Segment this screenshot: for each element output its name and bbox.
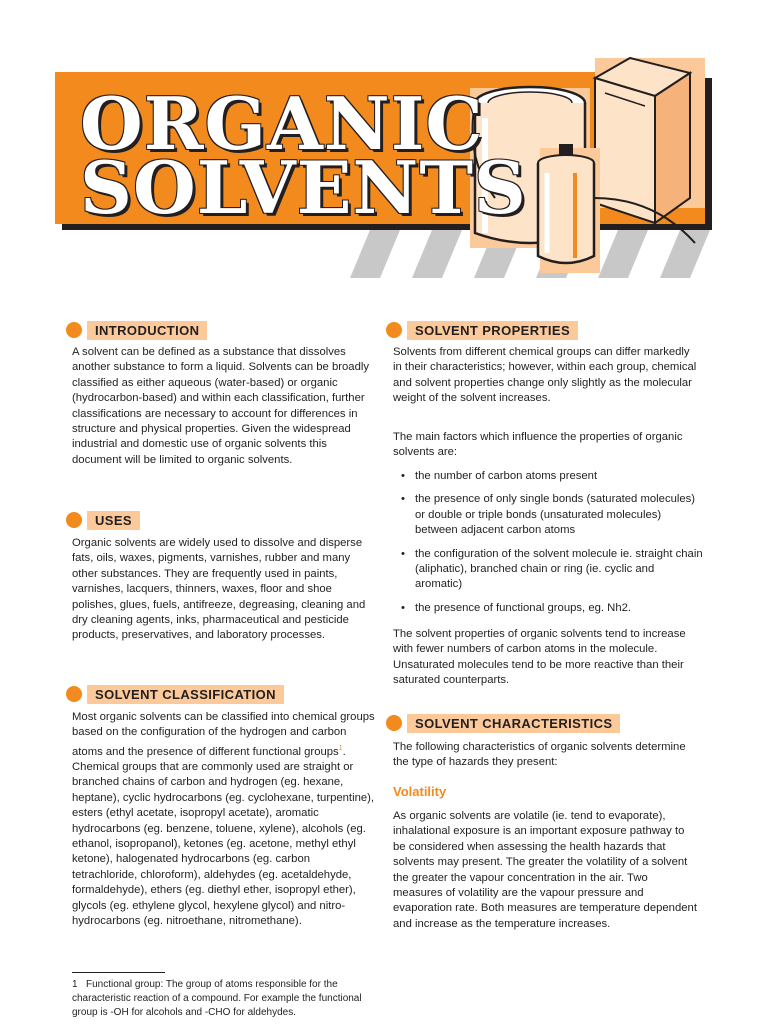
classification-text: Most organic solvents can be classified into chemical groups based on the configuration of the hydrogen and carbon atoms and the presence of different functional groups$^1$. Chemical groups that are commonly used are straight or branched chains of carbon and hydrogen (eg. hexane, heptane), cyclic hydrocarbons (eg. cyclohexane, turpentine), esters (ethyl acetate, isopropyl acetate), aromatic hydrocarbons (eg. benzene, toluene, xylene), alcohols (eg. ethanol, isopropanol), ketones (eg. acetone, methyl ethyl ketone), halogenated hydrocarbons (eg. carbon tetrachloride, chloroform), aldehydes (eg. acetaldehyde, formaldehyde), ethers (eg. diethyl ether, isopropyl ether), glycols (eg. ethylene glycol, hexylene glycol) and nitro-hydrocarbons (eg. nitroethane, nitromethane). <box>72 711 375 928</box>
list-item: • the presence of functional groups, eg. Nh2. <box>393 601 703 616</box>
page-title-line2: SOLVENTS <box>80 145 527 230</box>
properties-heading: SOLVENT PROPERTIES <box>386 320 578 340</box>
bullet-dot-icon <box>386 322 402 338</box>
bullet-dot-icon <box>66 686 82 702</box>
classification-heading: SOLVENT CLASSIFICATION <box>66 684 284 704</box>
uses-heading: USES <box>66 510 140 530</box>
introduction-heading: INTRODUCTION <box>66 320 207 340</box>
properties-text-2: The main factors which influence the properties of organic solvents are: <box>393 431 683 459</box>
footnote-divider <box>72 972 165 973</box>
bullet-dot-icon <box>386 715 402 731</box>
introduction-text: A solvent can be defined as a substance that dissolves another substance to form a liquid. Solvents can be broadly classified as either aqueous (water-based) or organic (hydrocarbon-based) and within each classification, further classifications are necessary to account for differences in structure and physical properties. Given the widespread industrial and domestic use of organic solvents this document will be limited to organic solvents. <box>72 346 370 466</box>
footnote-ref: 1 <box>338 744 343 752</box>
list-item: • the presence of only single bonds (saturated molecules) or double or triple bonds (unsaturated molecules) between adjacent carbon atoms <box>393 492 703 538</box>
characteristics-heading: SOLVENT CHARACTERISTICS <box>386 713 620 733</box>
properties-bullet-list <box>393 469 703 624</box>
page-title-line1: ORGANIC <box>80 81 484 166</box>
volatility-text: As organic solvents are volatile (ie. tend to evaporate), inhalational exposure is an important exposure pathway to be considered when assessing the health hazards that solvents may present. The greater the volatility of a solvent the greater the vapour concentration in the air. Two measures of volatility are the vapour pressure and evaporation rate. Both measures are temperature dependent and increase as the temperature increases. <box>393 810 697 930</box>
uses-text: Organic solvents are widely used to dissolve and disperse fats, oils, waxes, pigments, varnishes, rubber and many other substances. They are frequently used in paints, varnishes, lacquers, thinners, waxes, floor and shoe polishes, glues, fuels, antifreeze, degreasing, cleaning and dry cleaning agents, inks, pharmaceutical and pesticide products, preservatives, and laboratory processes. <box>72 537 366 642</box>
footnote: 1 Functional group: The group of atoms responsible for the characteristic reaction of a compound. For example the functional group is -OH for alcohols and -CHO for aldehydes. <box>72 979 362 1018</box>
bullet-dot-icon <box>66 322 82 338</box>
list-item: • the configuration of the solvent molecule ie. straight chain (aliphatic), branched chain or ring (ie. cyclic and aromatic) <box>393 547 703 593</box>
properties-text-1: Solvents from different chemical groups can differ markedly in their characteristics; however, within each group, chemical and solvent properties change only slightly as the molecular weight of the solvent increases. <box>393 346 697 405</box>
volatility-subheading: Volatility <box>393 784 447 799</box>
list-item: • the number of carbon atoms present <box>393 469 703 484</box>
bullet-dot-icon <box>66 512 82 528</box>
characteristics-text: The following characteristics of organic solvents determine the type of hazards they present: <box>393 741 686 769</box>
properties-text-3: The solvent properties of organic solvents tend to increase with fewer numbers of carbon atoms in the molecule. Unsaturated molecules tend to be more reactive than their saturated counterparts. <box>393 628 686 687</box>
